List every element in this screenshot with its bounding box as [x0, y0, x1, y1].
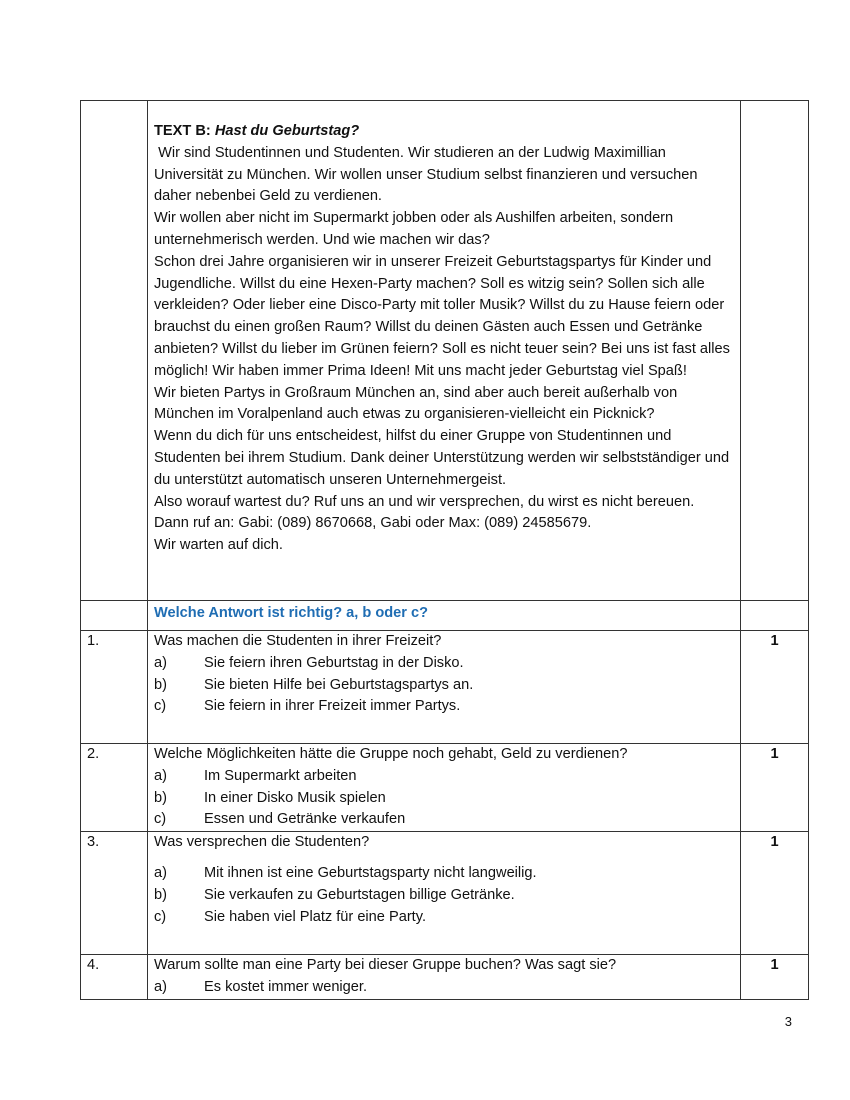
- question-number: 1.: [81, 631, 148, 744]
- question-cell: [148, 744, 741, 832]
- option-text: Essen und Getränke verkaufen: [204, 811, 406, 828]
- question-number: 4.: [81, 955, 148, 1000]
- option-text: Mit ihnen ist eine Geburtstagsparty nicht langweilig.: [204, 864, 537, 881]
- answer-option: [154, 653, 734, 675]
- question-row: [81, 832, 809, 955]
- question-cell: [148, 955, 741, 1000]
- text-paragraph: Also worauf wartest du? Ruf uns an und wir versprechen, du wirst es nicht bereuen.: [154, 493, 695, 510]
- question-text: Warum sollte man eine Party bei dieser Gruppe buchen? Was sagt sie?: [154, 957, 617, 974]
- option-label: a): [154, 767, 167, 784]
- text-row-points-cell: [741, 101, 809, 601]
- answer-option: [154, 696, 734, 718]
- text-paragraph: Schon drei Jahre organisieren wir in unserer Freizeit Geburtstagspartys für Kinder und Jugendliche. Willst du eine Hexen-Party machen? Soll es witzig sein? Sollen sich alle verkleiden? Oder lieber eine Disco-Party mit toller Musik? Willst du zu Hause feiern oder brauchst du einen großen Raum? Willst du deinen Gästen auch Essen und Getränke anbieten? Willst du lieber im Grünen feiern? Soll es nicht teuer sein? Bei uns ist fast alles möglich! Wir haben immer Prima Ideen! Mit uns macht jeder Geburtstag viel Spaß!: [154, 253, 730, 379]
- option-label: a): [154, 654, 167, 671]
- option-text: Sie haben viel Platz für eine Party.: [204, 908, 426, 925]
- option-text: Sie verkaufen zu Geburtstagen billige Getränke.: [204, 886, 515, 903]
- text-paragraph: Wir bieten Partys in Großraum München an, sind aber auch bereit außerhalb von München im Voralpenland auch etwas zu organisieren-vielleicht ein Picknick?: [154, 384, 678, 423]
- option-text: In einer Disko Musik spielen: [204, 789, 386, 806]
- question-points: 1: [741, 955, 809, 1000]
- question-text: Welche Möglichkeiten hätte die Gruppe noch gehabt, Geld zu verdienen?: [154, 746, 628, 762]
- text-paragraph: Dann ruf an: Gabi: (089) 8670668, Gabi oder Max: (089) 24585679.: [154, 515, 592, 532]
- question-row: [81, 955, 809, 1000]
- question-points: 1: [741, 631, 809, 744]
- instruction: Welche Antwort ist richtig? a, b oder c?: [148, 601, 741, 631]
- option-text: Sie feiern in ihrer Freizeit immer Partys.: [204, 698, 461, 715]
- question-row: [81, 744, 809, 832]
- exam-table: [80, 100, 809, 1000]
- instruction-row: [81, 601, 809, 631]
- answer-option: [154, 885, 734, 907]
- text-paragraph: Wir warten auf dich.: [154, 537, 283, 554]
- question-row: [81, 631, 809, 744]
- answer-option: [154, 809, 734, 831]
- question-number: 3.: [81, 832, 148, 955]
- text-label: TEXT B:: [154, 123, 211, 139]
- answer-option: [154, 675, 734, 697]
- question-points: 1: [741, 832, 809, 955]
- question-points: 1: [741, 744, 809, 832]
- option-label: c): [154, 908, 167, 925]
- instruction-number-cell: [81, 601, 148, 631]
- option-text: Im Supermarkt arbeiten: [204, 767, 357, 784]
- text-title: [154, 121, 734, 143]
- question-number: 2.: [81, 744, 148, 832]
- answer-option: [154, 907, 734, 929]
- option-text: Sie feiern ihren Geburtstag in der Disko.: [204, 654, 464, 671]
- option-label: b): [154, 789, 167, 806]
- option-text: Sie bieten Hilfe bei Geburtstagspartys an.: [204, 676, 474, 693]
- option-label: c): [154, 698, 167, 715]
- option-label: b): [154, 886, 167, 903]
- reading-text: [148, 101, 741, 601]
- option-label: a): [154, 978, 167, 995]
- page-number: 3: [784, 1014, 792, 1029]
- text-row: [81, 101, 809, 601]
- text-title-italic: Hast du Geburtstag?: [214, 123, 360, 139]
- text-paragraph: Wir sind Studentinnen und Studenten. Wir studieren an der Ludwig Maximillian Universität zu München. Wir wollen unser Studium selbst finanzieren und versuchen daher nebenbei Geld zu verdienen.: [154, 144, 702, 205]
- text-row-number-cell: [81, 101, 148, 601]
- question-cell: [148, 631, 741, 744]
- instruction-points-cell: [741, 601, 809, 631]
- question-text: Was versprechen die Studenten?: [154, 834, 370, 851]
- option-label: a): [154, 864, 167, 881]
- question-cell: [148, 832, 741, 955]
- text-paragraph: Wir wollen aber nicht im Supermarkt jobben oder als Aushilfen arbeiten, sondern unternehmerisch werden. Und wie machen wir das?: [154, 210, 674, 248]
- option-label: c): [154, 811, 167, 828]
- question-text: Was machen die Studenten in ihrer Freizeit?: [154, 633, 442, 649]
- answer-option: [154, 766, 734, 788]
- text-paragraph: Wenn du dich für uns entscheidest, hilfst du einer Gruppe von Studentinnen und Studenten bei ihrem Studium. Dank deiner Unterstützung werden wir selbstständiger und du unterstützt automatisch unseren Unternehmergeist.: [154, 428, 730, 488]
- option-label: b): [154, 676, 167, 693]
- answer-option: [154, 977, 734, 999]
- answer-option: [154, 863, 734, 885]
- option-text: Es kostet immer weniger.: [204, 978, 368, 995]
- answer-option: [154, 788, 734, 810]
